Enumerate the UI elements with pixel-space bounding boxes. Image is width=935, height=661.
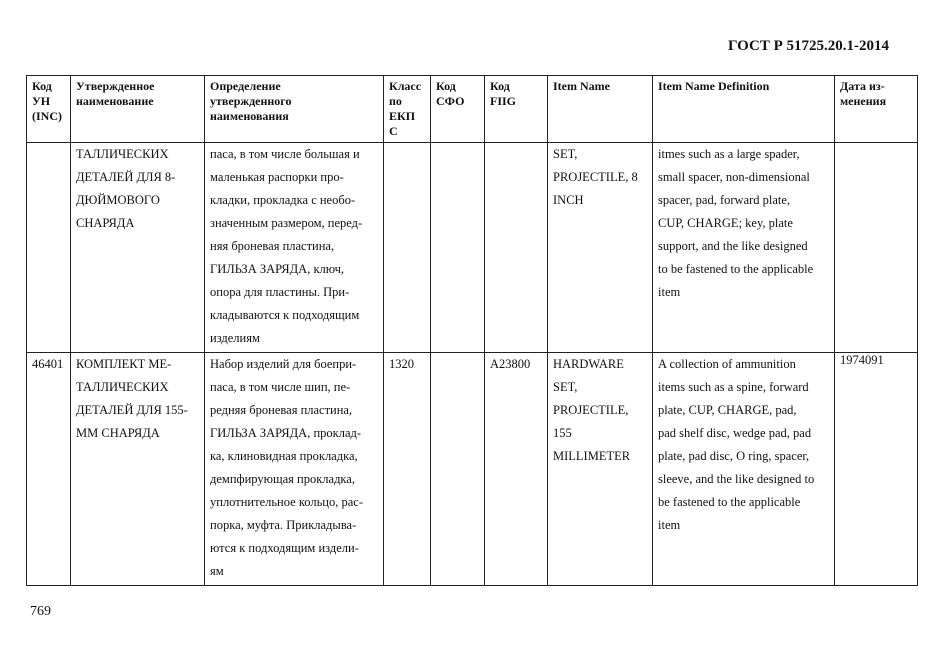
header-fiig: Код FIIG — [485, 76, 548, 143]
header-change-date: Дата из- менения — [835, 76, 918, 143]
cell-item-name-definition: itmes such as a large spader, small spacer, non-dimensional spacer, pad, forward plate, CUP, CHARGE; key, plate support, and the like designed to be fastened to the applicable item — [653, 143, 835, 353]
page-number: 769 — [30, 604, 51, 619]
header-class: Класс по ЕКП С — [384, 76, 431, 143]
cell-change-date — [835, 143, 918, 353]
document-code: ГОСТ Р 51725.20.1-2014 — [727, 38, 889, 54]
cell-definition: Набор изделий для боепри- паса, в том числе шип, пе- редняя броневая пластина, ГИЛЬЗА ЗАРЯДА, проклад- ка, клиновидная прокладка, демпфирующая прокладка, уплотнительное кольцо, рас- порка, муфта. Прикладыва- ются к подходящим издели- ям — [205, 353, 384, 586]
table-header-row — [27, 76, 918, 143]
cell-class — [384, 143, 431, 353]
cell-approved-name: КОМПЛЕКТ МЕ- ТАЛЛИЧЕСКИХ ДЕТАЛЕЙ ДЛЯ 155- ММ СНАРЯДА — [71, 353, 205, 586]
cell-sfo — [431, 143, 485, 353]
data-table — [26, 75, 918, 586]
cell-class: 1320 — [384, 353, 431, 586]
header-item-name-definition: Item Name Definition — [653, 76, 835, 143]
cell-fiig: A23800 — [485, 353, 548, 586]
cell-change-date: 1974091 — [835, 353, 918, 586]
cell-item-name: SET, PROJECTILE, 8 INCH — [548, 143, 653, 353]
header-approved-name: Утвержденное наименование — [71, 76, 205, 143]
table-row — [27, 143, 918, 353]
cell-item-name-definition: A collection of ammunition items such as a spine, forward plate, CUP, CHARGE, pad, pad shelf disc, wedge pad, pad plate, pad disc, O ring, spacer, sleeve, and the like designed to be fastened to the applicable item — [653, 353, 835, 586]
cell-sfo — [431, 353, 485, 586]
table-row — [27, 353, 918, 586]
cell-definition: паса, в том числе большая и маленькая распорки про- кладки, прокладка с необо- значенным размером, перед- няя броневая пластина, ГИЛЬЗА ЗАРЯДА, ключ, опора для пластины. При- кладываются к подходящим изделиям — [205, 143, 384, 353]
cell-inc — [27, 143, 71, 353]
header-definition: Определение утвержденного наименования — [205, 76, 384, 143]
cell-fiig — [485, 143, 548, 353]
cell-item-name: HARDWARE SET, PROJECTILE, 155 MILLIMETER — [548, 353, 653, 586]
cell-inc: 46401 — [27, 353, 71, 586]
header-inc: Код УН (INC) — [27, 76, 71, 143]
header-sfo: Код СФО — [431, 76, 485, 143]
header-item-name: Item Name — [548, 76, 653, 143]
cell-approved-name: ТАЛЛИЧЕСКИХ ДЕТАЛЕЙ ДЛЯ 8- ДЮЙМОВОГО СНАРЯДА — [71, 143, 205, 353]
